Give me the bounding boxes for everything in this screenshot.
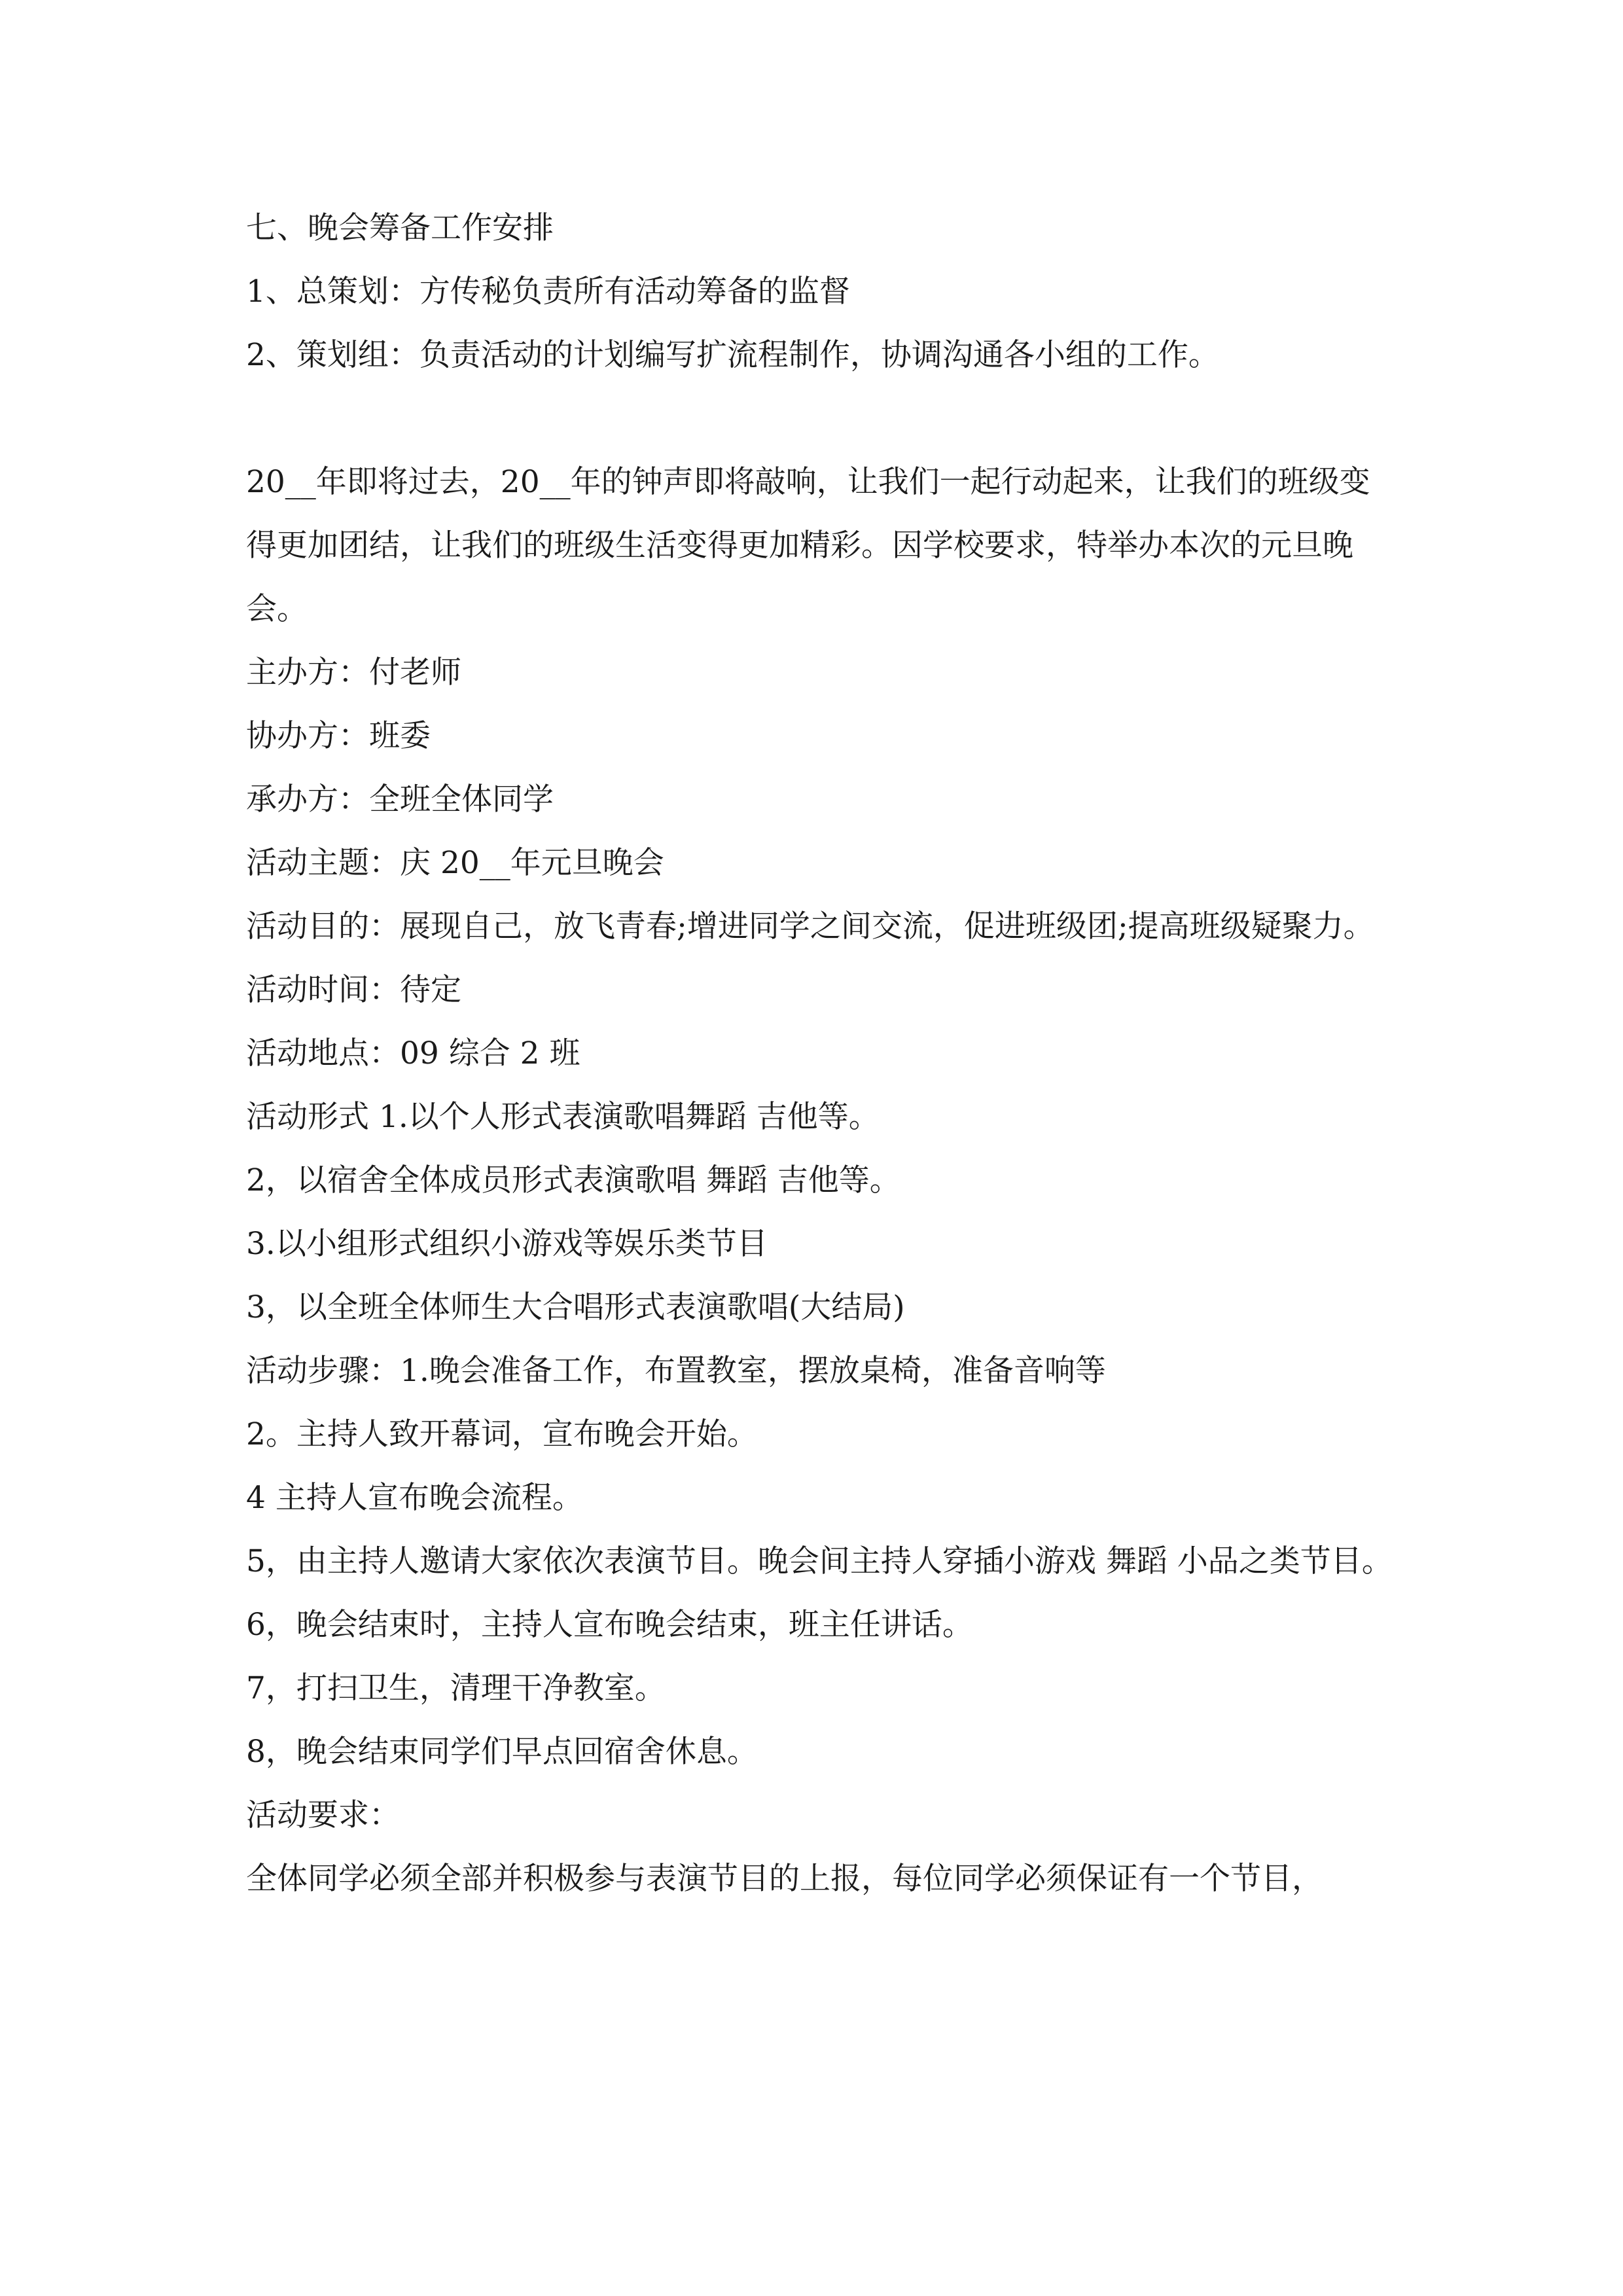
time-line: 活动时间：待定 xyxy=(246,972,461,1008)
step-item: 6，晚会结束时，主持人宣布晚会结束，班主任讲话。 xyxy=(246,1607,973,1643)
step-item: 5，由主持人邀请大家依次表演节目。晚会间主持人穿插小游戏 舞蹈 小品之类节目。 xyxy=(246,1543,1393,1579)
requirements-text: 全体同学必须全部并积极参与表演节目的上报，每位同学必须保证有一个节目， xyxy=(246,1861,1323,1897)
purpose-paragraph: 活动目的：展现自己，放飞青春;增进同学之间交流，促进班级团;提高班级疑聚力。 xyxy=(246,908,1374,944)
organizer-line: 承办方：全班全体同学 xyxy=(246,781,554,817)
paragraph-gap xyxy=(246,387,1398,450)
location-line: 活动地点：09 综合 2 班 xyxy=(246,1035,580,1071)
section-item: 2、策划组：负责活动的计划编写扩流程制作，协调沟通各小组的工作。 xyxy=(246,337,1219,373)
host-line: 主办方：付老师 xyxy=(246,655,461,691)
form-item: 3，以全班全体师生大合唱形式表演歌唱(大结局) xyxy=(246,1289,905,1325)
step-item: 7，打扫卫生，清理干净教室。 xyxy=(246,1670,666,1706)
section-item: 1、总策划：方传秘负责所有活动筹备的监督 xyxy=(246,274,850,310)
form-item: 2，以宿舍全体成员形式表演歌唱 舞蹈 吉他等。 xyxy=(246,1162,901,1198)
document-body xyxy=(246,196,1398,1910)
step-item: 2。主持人致开幕词，宣布晚会开始。 xyxy=(246,1416,758,1452)
step-item: 4 主持人宣布晚会流程。 xyxy=(246,1480,583,1516)
intro-paragraph: 20__年即将过去，20__年的钟声即将敲响，让我们一起行动起来，让我们的班级变得更加团结，让我们的班级生活变得更加精彩。因学校要求，特举办本次的元旦晚会。 xyxy=(246,464,1370,627)
theme-line: 活动主题：庆 20__年元旦晚会 xyxy=(246,845,664,881)
step-item: 活动步骤：1.晚会准备工作，布置教室，摆放桌椅，准备音响等 xyxy=(246,1353,1106,1389)
requirements-label: 活动要求： xyxy=(246,1797,400,1833)
form-item: 3.以小组形式组织小游戏等娱乐类节目 xyxy=(246,1226,768,1262)
form-item: 活动形式 1.以个人形式表演歌唱舞蹈 吉他等。 xyxy=(246,1099,880,1135)
section-heading: 七、晚会筹备工作安排 xyxy=(246,210,554,246)
co-host-line: 协办方：班委 xyxy=(246,718,431,754)
step-item: 8，晚会结束同学们早点回宿舍休息。 xyxy=(246,1734,758,1770)
